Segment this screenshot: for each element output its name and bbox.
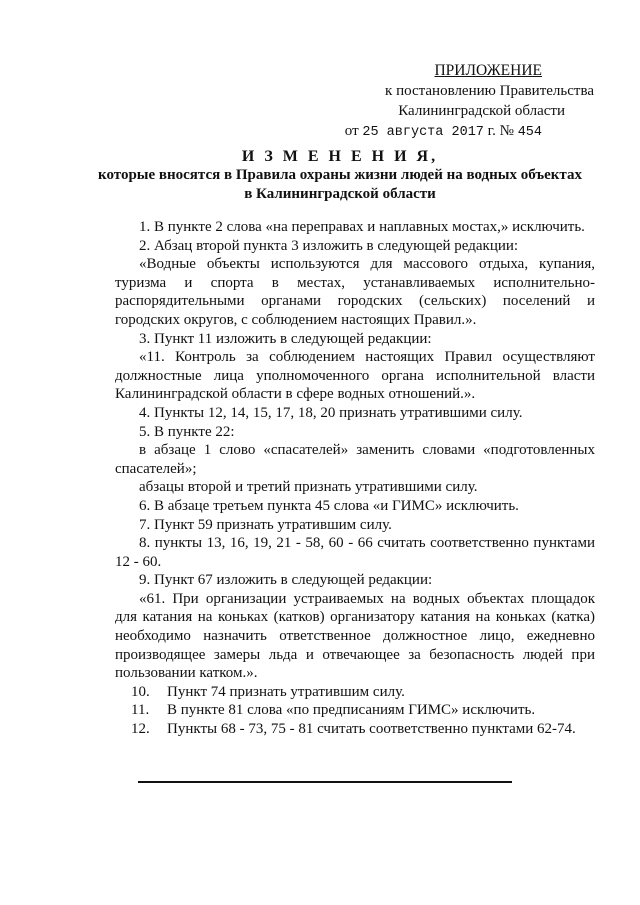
item-number: 11. [131,702,150,719]
item-text: Пункт 74 признать утратившим силу. [167,683,405,700]
numbered-item [115,683,595,702]
appendix-date-line [294,121,542,143]
item-text: В пункте 81 слова «по предписаниям ГИМС» исключить. [167,702,536,719]
document-title [90,147,590,204]
paragraph-4: 4. Пункты 12, 14, 15, 17, 18, 20 признать утратившими силу. [139,404,523,421]
date-mid: г. № [487,123,514,139]
closing-rule [138,781,512,783]
paragraph-9: 9. Пункт 67 изложить в следующей редакции: [139,572,433,589]
paragraph-6: 6. В абзаце третьем пункта 45 слова «и ГИМС» исключить. [139,497,519,514]
title-line-2: в Калининградской области [244,186,436,202]
item-number: 12. [131,721,150,738]
item-number: 10. [131,683,150,700]
paragraph-5: 5. В пункте 22: [139,423,235,440]
appendix-line-2: Калининградской области [398,103,565,119]
appendix-heading: ПРИЛОЖЕНИЕ [434,62,542,79]
document-number: 454 [517,125,542,140]
paragraph-2: 2. Абзац второй пункта 3 изложить в следующей редакции: [139,237,519,254]
numbered-item [115,701,595,720]
paragraph-3-quote: «11. Контроль за соблюдением настоящих Правил осуществляют должностные лица уполномоченного органа исполнительной власти Калининградской области в сфере водных отношений.». [115,349,595,403]
paragraph-8: 8. пункты 13, 16, 19, 21 - 58, 60 - 66 считать соответственно пунктами 12 - 60. [115,535,595,570]
paragraph-3: 3. Пункт 11 изложить в следующей редакции: [139,330,432,347]
appendix-block [294,61,594,143]
item-text: Пункты 68 - 73, 75 - 81 считать соответственно пунктами 62-74. [167,721,576,738]
document-body [115,218,595,739]
numbered-item [115,720,595,739]
paragraph-5-b: абзацы второй и третий признать утратившими силу. [139,479,478,496]
date-prefix: от [344,123,359,139]
appendix-line-1: к постановлению Правительства [385,83,594,99]
paragraph-2-quote: «Водные объекты используются для массового отдыха, купания, туризма и спорта в местах, устанавливаемых исполнительно-распорядительными органами городских (сельских) поселений и городских округов, с соблюдением настоящих Правил.». [115,256,595,328]
paragraph-1: 1. В пункте 2 слова «на переправах и наплавных мостах,» исключить. [139,219,585,235]
paragraph-9-quote: «61. При организации устраиваемых на водных объектах площадок для катания на коньках (катков) организатору катания на коньках (катка) необходимо назначить ответственное должностное лицо, ежедневно производящее замеры льда и отвечающее за безопасность людей при пользовании катком.». [115,590,595,682]
paragraph-5-a: в абзаце 1 слово «спасателей» заменить словами «подготовленных спасателей»; [115,442,595,477]
title-line-1: которые вносятся в Правила охраны жизни людей на водных объектах [98,167,582,183]
date-value: 25 августа 2017 [362,125,484,140]
paragraph-7: 7. Пункт 59 признать утратившим силу. [139,516,392,533]
title-main: И З М Е Н Е Н И Я, [241,148,439,165]
